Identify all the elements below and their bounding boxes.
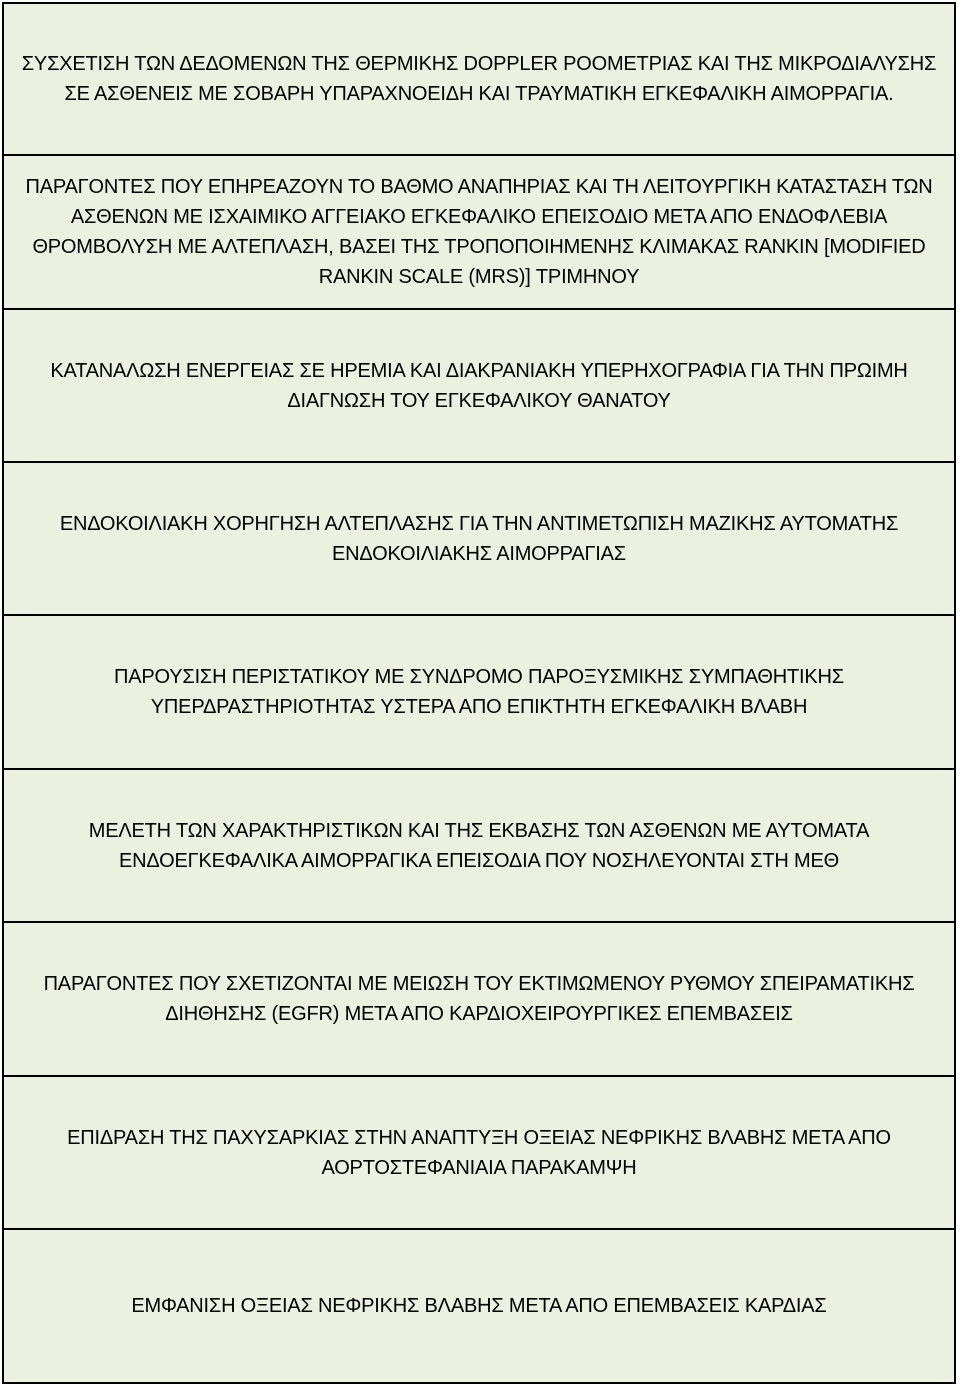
table-row <box>2 2 956 156</box>
row-title: ΚΑΤΑΝΑΛΩΣΗ ΕΝΕΡΓΕΙΑΣ ΣΕ ΗΡΕΜΙΑ ΚΑΙ ΔΙΑΚΡΑΝΙΑΚΗ ΥΠΕΡΗΧΟΓΡΑΦΙΑ ΓΙΑ ΤΗΝ ΠΡΩΙΜΗ ΔΙΑΓΝΩΣΗ ΤΟΥ ΕΓΚΕΦΑΛΙΚΟΥ ΘΑΝΑΤΟΥ <box>50 359 908 412</box>
row-title: ΠΑΡΑΓΟΝΤΕΣ ΠΟΥ ΣΧΕΤΙΖΟΝΤΑΙ ΜΕ ΜΕΙΩΣΗ ΤΟΥ ΕΚΤΙΜΩΜΕΝΟΥ ΡΥΘΜΟΥ ΣΠΕΙΡΑΜΑΤΙΚΗΣ ΔΙΗΘΗΣΗΣ (EGFR) ΜΕΤΑ ΑΠΟ ΚΑΡΔΙΟΧΕΙΡΟΥΡΓΙΚΕΣ ΕΠΕΜΒΑΣΕΙΣ <box>43 973 915 1025</box>
row-title: ΠΑΡΑΓΟΝΤΕΣ ΠΟΥ ΕΠΗΡΕΑΖΟΥΝ ΤΟ ΒΑΘΜΟ ΑΝΑΠΗΡΙΑΣ ΚΑΙ ΤΗ ΛΕΙΤΟΥΡΓΙΚΗ ΚΑΤΑΣΤΑΣΗ ΤΩΝ ΑΣΘΕΝΩΝ ΜΕ ΙΣΧΑΙΜΙΚΟ ΑΓΓΕΙΑΚΟ ΕΓΚΕΦΑΛΙΚΟ ΕΠΕΙΣΟΔΙΟ ΜΕΤΑ ΑΠΟ ΕΝΔΟΦΛΕΒΙΑ ΘΡΟΜΒΟΛΥΣΗ ΜΕ ΑΛΤΕΠΛΑΣΗ, ΒΑΣΕΙ ΤΗΣ ΤΡΟΠΟΠΟΙΗΜΕΝΗΣ ΚΛΙΜΑΚΑΣ RANKIN [MODIFIED RANKIN SCALE (MRS)] ΤΡΙΜΗΝΟΥ <box>25 176 933 288</box>
row-title: ΕΠΙΔΡΑΣΗ ΤΗΣ ΠΑΧΥΣΑΡΚΙΑΣ ΣΤΗΝ ΑΝΑΠΤΥΞΗ ΟΞΕΙΑΣ ΝΕΦΡΙΚΗΣ ΒΛΑΒΗΣ ΜΕΤΑ ΑΠΟ ΑΟΡΤΟΣΤΕΦΑΝΙΑΙΑ ΠΑΡΑΚΑΜΨΗ <box>67 1126 891 1179</box>
table-row <box>2 921 956 1077</box>
row-title: ΕΝΔΟΚΟΙΛΙΑΚΗ ΧΟΡΗΓΗΣΗ ΑΛΤΕΠΛΑΣΗΣ ΓΙΑ ΤΗΝ ΑΝΤΙΜΕΤΩΠΙΣΗ ΜΑΖΙΚΗΣ ΑΥΤΟΜΑΤΗΣ ΕΝΔΟΚΟΙΛΙΑΚΗΣ ΑΙΜΟΡΡΑΓΙΑΣ <box>59 512 899 565</box>
table-row <box>2 768 956 923</box>
row-title: ΠΑΡΟΥΣΙΣΗ ΠΕΡΙΣΤΑΤΙΚΟΥ ΜΕ ΣΥΝΔΡΟΜΟ ΠΑΡΟΞΥΣΜΙΚΗΣ ΣΥΜΠΑΘΗΤΙΚΗΣ ΥΠΕΡΔΡΑΣΤΗΡΙΟΤΗΤΑΣ ΥΣΤΕΡΑ ΑΠΟ ΕΠΙΚΤΗΤΗ ΕΓΚΕΦΑΛΙΚΗ ΒΛΑΒΗ <box>114 666 844 718</box>
table-row <box>2 614 956 770</box>
table-row <box>2 461 956 616</box>
table-row <box>2 308 956 463</box>
table-row <box>2 1228 956 1384</box>
table-row <box>2 1075 956 1230</box>
table-row <box>2 154 956 310</box>
row-title: ΕΜΦΑΝΙΣΗ ΟΞΕΙΑΣ ΝΕΦΡΙΚΗΣ ΒΛΑΒΗΣ ΜΕΤΑ ΑΠΟ ΕΠΕΜΒΑΣΕΙΣ ΚΑΡΔΙΑΣ <box>131 1295 827 1317</box>
row-title: ΣΥΣΧΕΤΙΣΗ ΤΩΝ ΔΕΔΟΜΕΝΩΝ ΤΗΣ ΘΕΡΜΙΚΗΣ DOPPLER ΡΟΟΜΕΤΡΙΑΣ ΚΑΙ ΤΗΣ ΜΙΚΡΟΔΙΑΛΥΣΗΣ ΣΕ ΑΣΘΕΝΕΙΣ ΜΕ ΣΟΒΑΡΗ ΥΠΑΡΑΧΝΟΕΙΔΗ ΚΑΙ ΤΡΑΥΜΑΤΙΚΗ ΕΓΚΕΦΑΛΙΚΗ ΑΙΜΟΡΡΑΓΙΑ. <box>21 53 937 105</box>
row-title: ΜΕΛΕΤΗ ΤΩΝ ΧΑΡΑΚΤΗΡΙΣΤΙΚΩΝ ΚΑΙ ΤΗΣ ΕΚΒΑΣΗΣ ΤΩΝ ΑΣΘΕΝΩΝ ΜΕ ΑΥΤΟΜΑΤΑ ΕΝΔΟΕΓΚΕΦΑΛΙΚΑ ΑΙΜΟΡΡΑΓΙΚΑ ΕΠΕΙΣΟΔΙΑ ΠΟΥ ΝΟΣΗΛΕΥΟΝΤΑΙ ΣΤΗ ΜΕΘ <box>88 819 870 872</box>
